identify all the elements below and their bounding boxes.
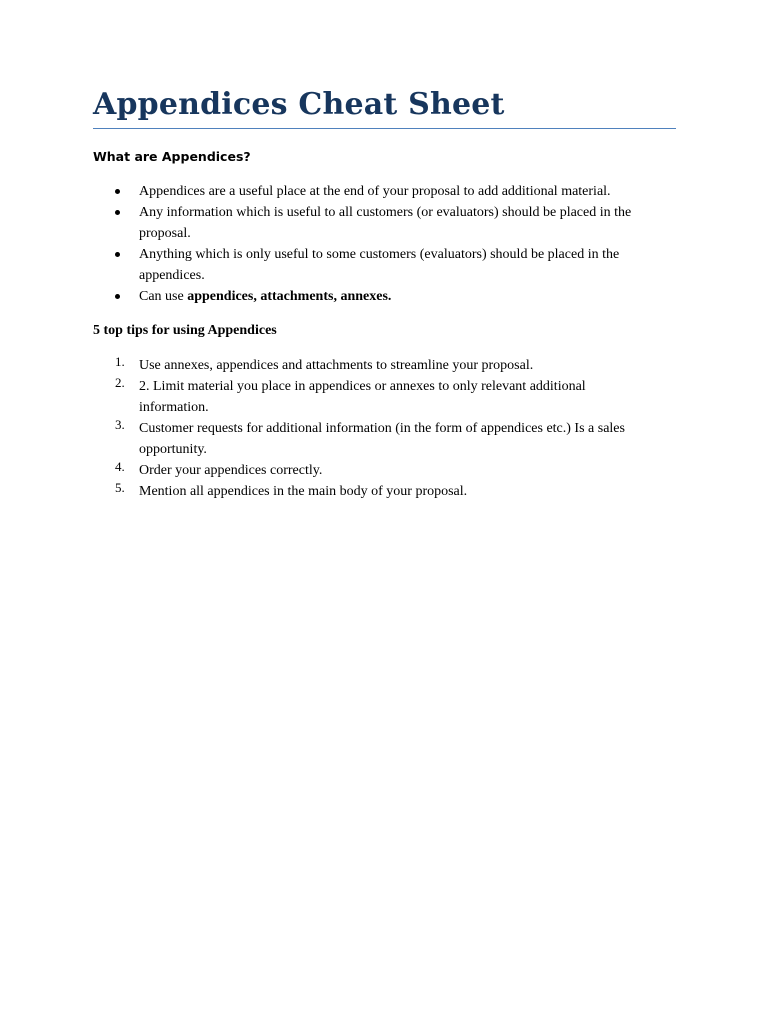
list-number: 1. bbox=[115, 354, 125, 369]
list-item bbox=[93, 286, 639, 307]
list-item bbox=[93, 202, 639, 244]
list-item-text: Use annexes, appendices and attachments to streamline your proposal. bbox=[139, 358, 534, 373]
list-item bbox=[93, 244, 639, 286]
bullet-icon bbox=[115, 294, 120, 299]
list-item bbox=[93, 376, 639, 418]
tips-heading: 5 top tips for using Appendices bbox=[93, 323, 277, 338]
tips-list bbox=[93, 355, 676, 502]
list-item bbox=[93, 181, 639, 202]
list-item-bold-text: appendices, attachments, annexes. bbox=[187, 289, 392, 304]
intro-heading: What are Appendices? bbox=[93, 149, 251, 164]
bullet-icon bbox=[115, 189, 120, 194]
list-item-text: Customer requests for additional information (in the form of appendices etc.) Is a sales opportunity. bbox=[139, 421, 625, 457]
title-divider bbox=[93, 128, 676, 129]
document-page bbox=[93, 82, 676, 502]
bullet-list bbox=[93, 181, 676, 307]
list-number: 5. bbox=[115, 480, 125, 495]
list-item-text: Can use bbox=[139, 289, 188, 304]
list-item-text: Appendices are a useful place at the end of your proposal to add additional material. bbox=[139, 184, 611, 199]
list-item bbox=[93, 418, 639, 460]
list-number: 4. bbox=[115, 459, 125, 474]
list-item-text: Mention all appendices in the main body of your proposal. bbox=[139, 484, 468, 499]
page-title: Appendices Cheat Sheet bbox=[93, 87, 505, 122]
list-number: 2. bbox=[115, 375, 125, 390]
list-item bbox=[93, 460, 639, 481]
list-item-text: Any information which is useful to all customers (or evaluators) should be placed in the proposal. bbox=[139, 205, 632, 241]
bullet-icon bbox=[115, 252, 120, 257]
list-number: 3. bbox=[115, 417, 125, 432]
list-item bbox=[93, 481, 639, 502]
list-item-text: Anything which is only useful to some customers (evaluators) should be placed in the appendices. bbox=[139, 247, 620, 283]
bullet-icon bbox=[115, 210, 120, 215]
list-item-text: 2. Limit material you place in appendices or annexes to only relevant additional information. bbox=[139, 379, 586, 415]
list-item bbox=[93, 355, 639, 376]
list-item-text: Order your appendices correctly. bbox=[139, 463, 323, 478]
